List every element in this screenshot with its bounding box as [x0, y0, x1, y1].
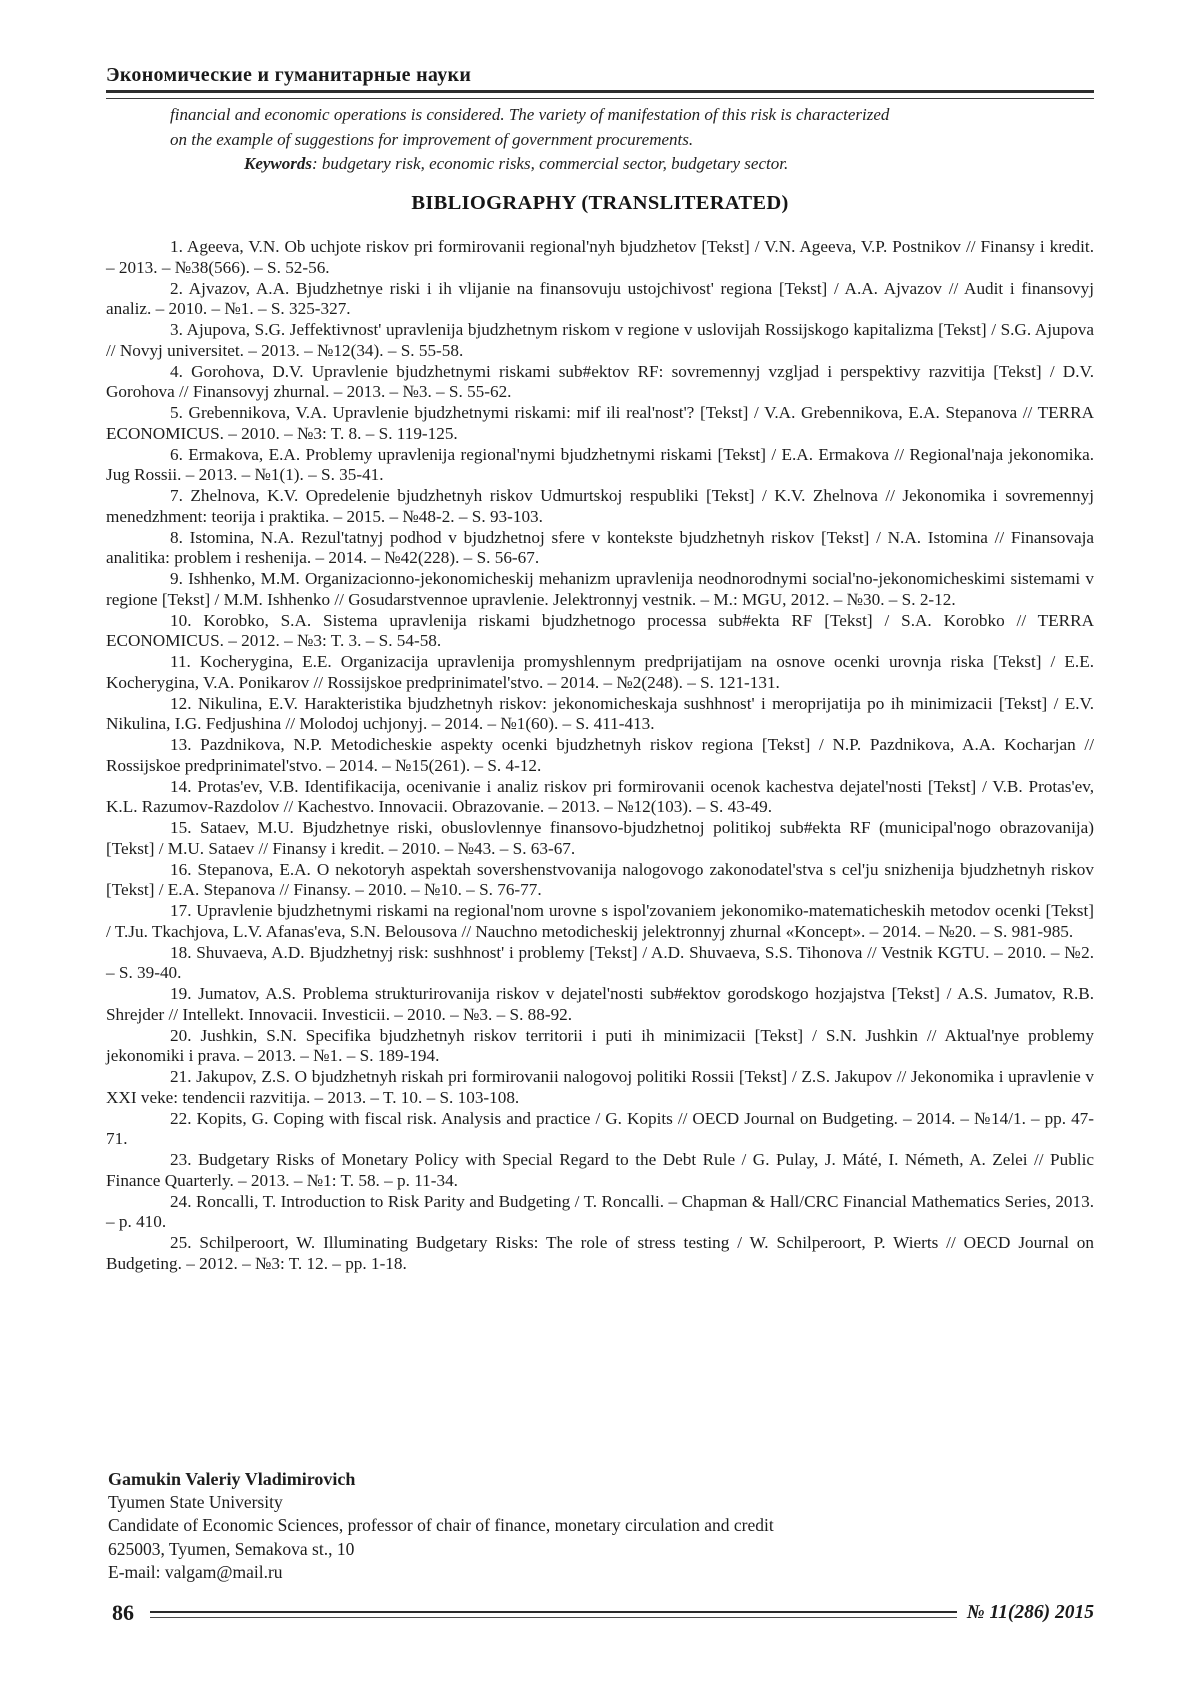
keywords-label: Keywords	[244, 154, 312, 173]
bibliography-entry: 6. Ermakova, E.A. Problemy upravlenija regional'nymi bjudzhetnymi riskami [Tekst] / E.A. Ermakova // Regional'naja jekonomika. Jug Rossii. – 2013. – №1(1). – S. 35-41.	[106, 444, 1094, 485]
author-address: 625003, Tyumen, Semakova st., 10	[108, 1538, 355, 1559]
author-affiliation: Tyumen State University	[108, 1492, 283, 1513]
keywords-line	[170, 152, 1038, 177]
bibliography-entry: 21. Jakupov, Z.S. O bjudzhetnyh riskah pri formirovanii nalogovoj politiki Rossii [Tekst] / Z.S. Jakupov // Jekonomika i upravlenie v XXI veke: tendencii razvitija. – 2013. – T. 10. – S. 103-108.	[106, 1067, 1094, 1107]
bibliography-entry: 2. Ajvazov, A.A. Bjudzhetnye riski i ih vlijanie na finansovuju ustojchivost' regiona [Tekst] / A.A. Ajvazov // Audit i finansovyj analiz. – 2010. – №1. – S. 325-327.	[106, 278, 1094, 319]
author-name: Gamukin Valeriy Vladimirovich	[108, 1469, 356, 1489]
author-email: E-mail: valgam@mail.ru	[108, 1561, 283, 1582]
bibliography-entry: 4. Gorohova, D.V. Upravlenie bjudzhetnymi riskami sub#ektov RF: sovremennyj vzgljad i perspektivy razvitija [Tekst] / D.V. Gorohova // Finansovyj zhurnal. – 2013. – №3. – S. 55-62.	[106, 361, 1094, 402]
bibliography-entry: 11. Kocherygina, E.E. Organizacija upravlenija promyshlennym predprijatijam na osnove ocenki urovnja riska [Tekst] / E.E. Kocherygina, V.A. Ponikarov // Rossijskoe predprinimatel'stvo. – 2014. – №2(248). – S. 121-131.	[106, 652, 1094, 692]
page-footer	[106, 1600, 1094, 1626]
bibliography-entry: 15. Sataev, M.U. Bjudzhetnye riski, obuslovlennye finansovo-bjudzhetnoj politikoj sub#ekta RF (municipal'nogo obrazovanija) [Tekst] / M.U. Sataev // Finansy i kredit. – 2010. – №43. – S. 63-67.	[106, 818, 1094, 858]
running-head-rule	[106, 90, 1094, 99]
running-head-title: Экономические и гуманитарные науки	[106, 64, 472, 86]
bibliography-entry: 1. Ageeva, V.N. Ob uchjote riskov pri formirovanii regional'nyh bjudzhetov [Tekst] / V.N. Ageeva, V.P. Postnikov // Finansy i kredit. – 2013. – №38(566). – S. 52-56.	[106, 237, 1094, 277]
bibliography-entry: 18. Shuvaeva, A.D. Bjudzhetnyj risk: sushhnost' i problemy [Tekst] / A.D. Shuvaeva, S.S. Tihonova // Vestnik KGTU. – 2010. – №2. – S. 39-40.	[106, 942, 1094, 983]
bibliography-entry: 22. Kopits, G. Coping with fiscal risk. Analysis and practice / G. Kopits // OECD Journal on Budgeting. – 2014. – №14/1. – pp. 47-71.	[106, 1108, 1094, 1149]
abstract-line-2: on the example of suggestions for improvement of government procurements.	[170, 129, 694, 149]
bibliography-entry: 3. Ajupova, S.G. Jeffektivnost' upravlenija bjudzhetnym riskom v regione v uslovijah Rossijskogo kapitalizma [Tekst] / S.G. Ajupova // Novyj universitet. – 2013. – №12(34). – S. 55-58.	[106, 320, 1094, 360]
bibliography-entry: 13. Pazdnikova, N.P. Metodicheskie aspekty ocenki bjudzhetnyh riskov regiona [Tekst] / N.P. Pazdnikova, A.A. Kocharjan // Rossijskoe predprinimatel'stvo. – 2014. – №15(261). – S. 4-12.	[106, 735, 1094, 775]
bibliography-entry: 7. Zhelnova, K.V. Opredelenie bjudzhetnyh riskov Udmurtskoj respubliki [Tekst] / K.V. Zhelnova // Jekonomika i sovremennyj menedzhment: teorija i praktika. – 2015. – №48-2. – S. 93-103.	[106, 486, 1094, 526]
bibliography-title: BIBLIOGRAPHY (TRANSLITERATED)	[411, 192, 789, 214]
bibliography-entry: 12. Nikulina, E.V. Harakteristika bjudzhetnyh riskov: jekonomicheskaja sushhnost' i meroprijatija po ih minimizacii [Tekst] / E.V. Nikulina, I.G. Fedjushina // Molodoj uchjonyj. – 2014. – №1(60). – S. 411-413.	[106, 693, 1094, 734]
running-head	[106, 64, 1094, 99]
author-block	[108, 1468, 1008, 1584]
abstract-line-1: financial and economic operations is considered. The variety of manifestation of this risk is characterized	[170, 105, 890, 124]
bibliography-entry: 19. Jumatov, A.S. Problema strukturirovanija riskov v dejatel'nosti sub#ektov gorodskogo hozjajstva [Tekst] / A.S. Jumatov, R.B. Shrejder // Intellekt. Innovacii. Investicii. – 2010. – №3. – S. 88-92.	[106, 984, 1094, 1024]
footer-page-number: 86	[112, 1600, 134, 1625]
bibliography-entry: 17. Upravlenie bjudzhetnymi riskami na regional'nom urovne s ispol'zovaniem jekonomiko-matematicheskih metodov ocenki [Tekst] / T.Ju. Tkachjova, L.V. Afanas'eva, S.N. Belousova // Nauchno metodicheskij jelektronnyj zhurnal «Koncept». – 2014. – №20. – S. 981-985.	[106, 901, 1094, 941]
abstract-block	[170, 103, 1038, 177]
bibliography-entry: 9. Ishhenko, M.M. Organizacionno-jekonomicheskij mehanizm upravlenija neodnorodnymi social'no-jekonomicheskimi sistemami v regione [Tekst] / M.M. Ishhenko // Gosudarstvennoe upravlenie. Jelektronnyj vestnik. – M.: MGU, 2012. – №30. – S. 2-12.	[106, 569, 1094, 609]
bibliography-entry: 25. Schilperoort, W. Illuminating Budgetary Risks: The role of stress testing / W. Schilperoort, P. Wierts // OECD Journal on Budgeting. – 2012. – №3: T. 12. – pp. 1-18.	[106, 1233, 1094, 1273]
bibliography-entry: 8. Istomina, N.A. Rezul'tatnyj podhod v bjudzhetnoj sfere v kontekste bjudzhetnyh riskov [Tekst] / N.A. Istomina // Finansovaja analitika: problem i reshenija. – 2014. – №42(228). – S. 56-67.	[106, 527, 1094, 568]
bibliography-entry: 10. Korobko, S.A. Sistema upravlenija riskami bjudzhetnogo processa sub#ekta RF [Tekst] / S.A. Korobko // TERRA ECONOMICUS. – 2012. – №3: T. 3. – S. 54-58.	[106, 610, 1094, 651]
footer-rule	[150, 1611, 957, 1618]
bibliography-entry: 5. Grebennikova, V.A. Upravlenie bjudzhetnymi riskami: mif ili real'nost'? [Tekst] / V.A. Grebennikova, E.A. Stepanova // TERRA ECONOMICUS. – 2010. – №3: T. 8. – S. 119-125.	[106, 403, 1094, 443]
bibliography-entry: 20. Jushkin, S.N. Specifika bjudzhetnyh riskov territorii i puti ih minimizacii [Tekst] / S.N. Jushkin // Aktual'nye problemy jekonomiki i prava. – 2013. – №1. – S. 189-194.	[106, 1025, 1094, 1066]
bibliography-entry: 24. Roncalli, T. Introduction to Risk Parity and Budgeting / T. Roncalli. – Chapman & Hall/CRC Financial Mathematics Series, 2013. – p. 410.	[106, 1191, 1094, 1232]
author-position: Candidate of Economic Sciences, professor of chair of finance, monetary circulation and credit	[108, 1515, 774, 1536]
keywords-text: : budgetary risk, economic risks, commercial sector, budgetary sector.	[312, 154, 789, 173]
bibliography-entry: 23. Budgetary Risks of Monetary Policy with Special Regard to the Debt Rule / G. Pulay, J. Máté, I. Németh, A. Zelei // Public Finance Quarterly. – 2013. – №1: T. 58. – p. 11-34.	[106, 1150, 1094, 1190]
bibliography-list	[106, 237, 1094, 1275]
bibliography-entry: 14. Protas'ev, V.B. Identifikacija, ocenivanie i analiz riskov pri formirovanii ocenok kachestva dejatel'nosti [Tekst] / V.B. Protas'ev, K.L. Razumov-Razdolov // Kachestvo. Innovacii. Obrazovanie. – 2013. – №12(103). – S. 43-49.	[106, 776, 1094, 817]
footer-issue: № 11(286) 2015	[966, 1602, 1094, 1623]
bibliography-entry: 16. Stepanova, E.A. O nekotoryh aspektah sovershenstvovanija nalogovogo zakonodatel'stva s cel'ju snizhenija bjudzhetnyh riskov [Tekst] / E.A. Stepanova // Finansy. – 2010. – №10. – S. 76-77.	[106, 859, 1094, 900]
